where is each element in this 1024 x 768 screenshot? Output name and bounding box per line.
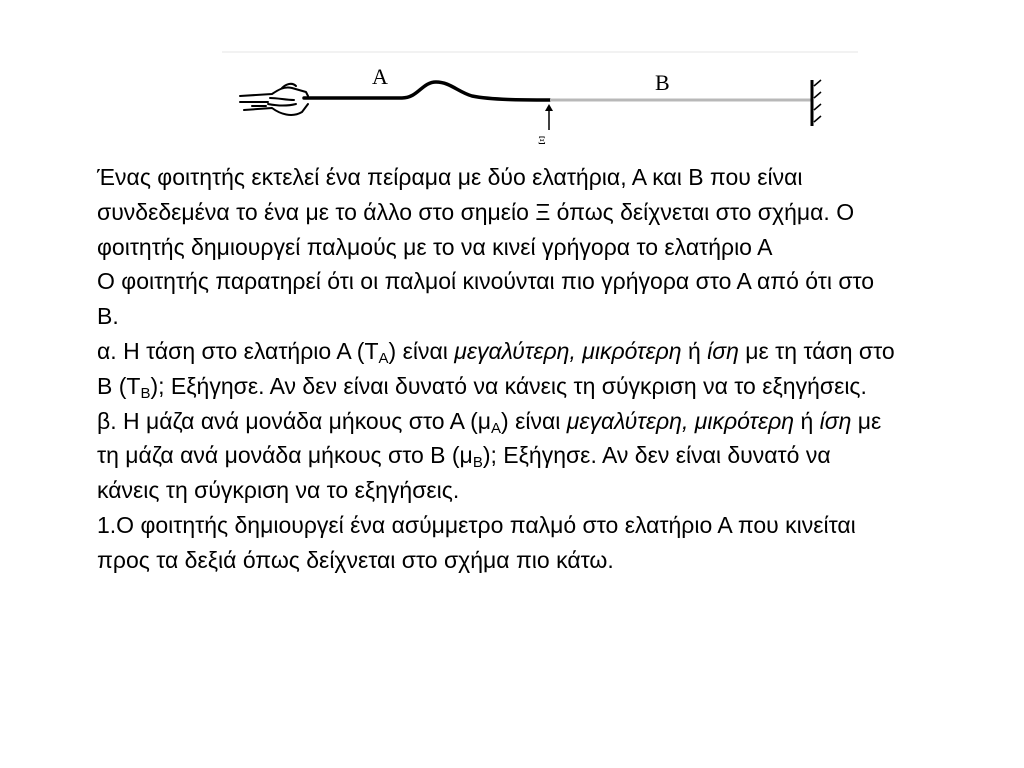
question-b-text: ή [794,407,820,434]
task-1-paragraph: 1.Ο φοιτητής δημιουργεί ένα ασύμμετρο παλμό στο ελατήριο Α που κινείται προς τα δεξιά όπως δείχνεται στο σχήμα πιο κάτω. [97,511,856,573]
intro-paragraph: Ένας φοιτητής εκτελεί ένα πείραμα με δύο ελατήρια, Α και Β που είναι συνδεδεμένα το ένα με το άλλο στο σημείο Ξ όπως δείχνεται στο σχήμα. Ο φοιτητής δημιουργεί παλμούς με το να κινεί γρήγορα το ελατήριο Α [97,164,855,260]
junction-label: Ξ [538,133,546,147]
tension-b-subscript: B [140,384,151,402]
spring-a [304,82,550,100]
question-b-option: ίση [819,407,852,434]
question-b-text: με τη μάζα ανά μονάδα μήκους στο Β (μ [97,407,882,469]
question-a-text: α. Η τάση στο ελατήριο Α (Τ [97,337,379,364]
spring-pulse-figure [222,48,862,158]
question-b-option: μεγαλύτερη, μικρότερη [566,407,795,434]
problem-text [97,160,897,578]
question-a-text: ή [681,337,708,364]
hand-icon [240,84,308,115]
spring-b-label: B [655,70,670,95]
question-a [97,334,897,404]
question-a-option: ίση [707,337,739,364]
question-a-text: ) είναι [388,337,455,364]
tension-a-subscript: A [378,349,389,367]
mass-a-subscript: A [491,419,502,437]
question-a-text: ); Εξήγησε. Αν δεν είναι δυνατό να κάνεις τη σύγκριση να το εξηγήσεις. [150,372,867,399]
question-a-option: μεγαλύτερη, μικρότερη [454,337,682,364]
junction-arrow-icon [545,104,553,130]
wall-hatch [814,80,821,122]
question-b-text: β. Η μάζα ανά μονάδα μήκους στο Α (μ [97,407,492,434]
question-a-text: με τη τάση στο Β (Τ [97,337,895,399]
question-b [97,404,897,508]
observation-paragraph: Ο φοιτητής παρατηρεί ότι οι παλμοί κινούνται πιο γρήγορα στο Α από ότι στο Β. [97,268,875,330]
mass-b-subscript: B [472,454,483,472]
question-b-text: ); Εξήγησε. Αν δεν είναι δυνατό να κάνεις τη σύγκριση να το εξηγήσεις. [97,442,831,504]
spring-a-label: A [372,64,388,89]
question-b-text: ) είναι [501,407,567,434]
